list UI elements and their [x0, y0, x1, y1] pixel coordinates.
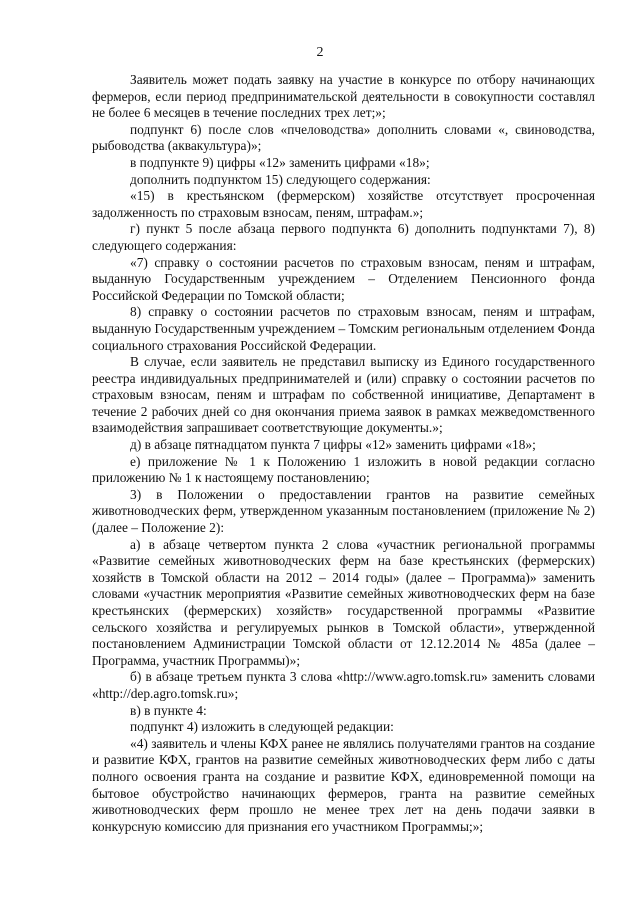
paragraph: «15) в крестьянском (фермерском) хозяйстве отсутствует просроченная задолженность по страховым взносам, пеням, штрафам.»;	[92, 188, 595, 220]
paragraph: подпункт 6) после слов «пчеловодства» дополнить словами «, свиноводства, рыбоводства (аквакультура)»;	[92, 121, 595, 154]
paragraph: подпункт 4) изложить в следующей редакции:	[130, 719, 394, 735]
paragraph: 8) справку о состоянии расчетов по страховым взносам, пеням и штрафам, выданную Государственным учреждением – Томским региональным отделением Фонда социального страхования Российской Федерации.	[92, 304, 595, 353]
paragraph: «7) справку о состоянии расчетов по страховым взносам, пеням и штрафам, выданную Государственным учреждением – Отделением Пенсионного фонда Российской Федерации по Томской области;	[92, 254, 595, 303]
paragraph: а) в абзаце четвертом пункта 2 слова «участник региональной программы «Развитие семейных животноводческих ферм на базе крестьянских (фермерских) хозяйств в Томской области на 2012 – 2014 годы» (далее – Программа)» заменить словами «участник мероприятия «Развитие семейных животноводческих ферм на базе крестьянских (фермерских) хозяйств» государственной программы «Развитие сельского хозяйства и регулируемых рынков в Томской области», утвержденной постановлением Администрации Томской области от 12.12.2014 № 485а (далее – Программа, участник Программы)»;	[92, 536, 595, 668]
paragraph: в) в пункте 4:	[130, 702, 207, 718]
document-body	[92, 72, 595, 835]
paragraph: «4) заявитель и члены КФХ ранее не являлись получателями грантов на создание и развитие КФХ, грантов на развитие семейных животноводческих ферм либо с даты полного освоения гранта на создание и развитие КФХ, единовременной помощи на бытовое обустройство начинающих фермеров, гранта на развитие семейных животноводческих ферм прошло не менее трех лет на день подачи заявки в конкурсную комиссию для признания его участником Программы;»;	[92, 735, 595, 834]
paragraph: в подпункте 9) цифры «12» заменить цифрами «18»;	[130, 154, 430, 170]
page-number: 2	[316, 45, 324, 60]
paragraph: б) в абзаце третьем пункта 3 слова «http://www.agro.tomsk.ru» заменить словами «http://dep.agro.tomsk.ru»;	[92, 669, 595, 701]
paragraph: дополнить подпунктом 15) следующего содержания:	[130, 171, 431, 187]
paragraph: д) в абзаце пятнадцатом пункта 7 цифры «12» заменить цифрами «18»;	[130, 437, 536, 453]
paragraph: 3) в Положении о предоставлении грантов на развитие семейных животноводческих ферм, утвержденном указанным постановлением (приложение № 2) (далее – Положение 2):	[92, 486, 595, 536]
paragraph: г) пункт 5 после абзаца первого подпункта 6) дополнить подпунктами 7), 8) следующего содержания:	[92, 221, 595, 253]
paragraph: В случае, если заявитель не представил выписку из Единого государственного реестра индивидуальных предпринимателей и (или) справку о состоянии расчетов по страховым взносам, пеням и штрафам по собственной инициативе, Департамент в течение 2 рабочих дней со дня окончания приема заявок в рамках межведомственного взаимодействия запрашивает соответствующие документы.»;	[92, 354, 595, 436]
paragraph: е) приложение № 1 к Положению 1 изложить в новой редакции согласно приложению № 1 к настоящему постановлению;	[92, 453, 595, 486]
paragraph: Заявитель может подать заявку на участие в конкурсе по отбору начинающих фермеров, если период предпринимательской деятельности в совокупности составлял не более 6 месяцев в течение последних трех лет;»;	[92, 72, 595, 121]
